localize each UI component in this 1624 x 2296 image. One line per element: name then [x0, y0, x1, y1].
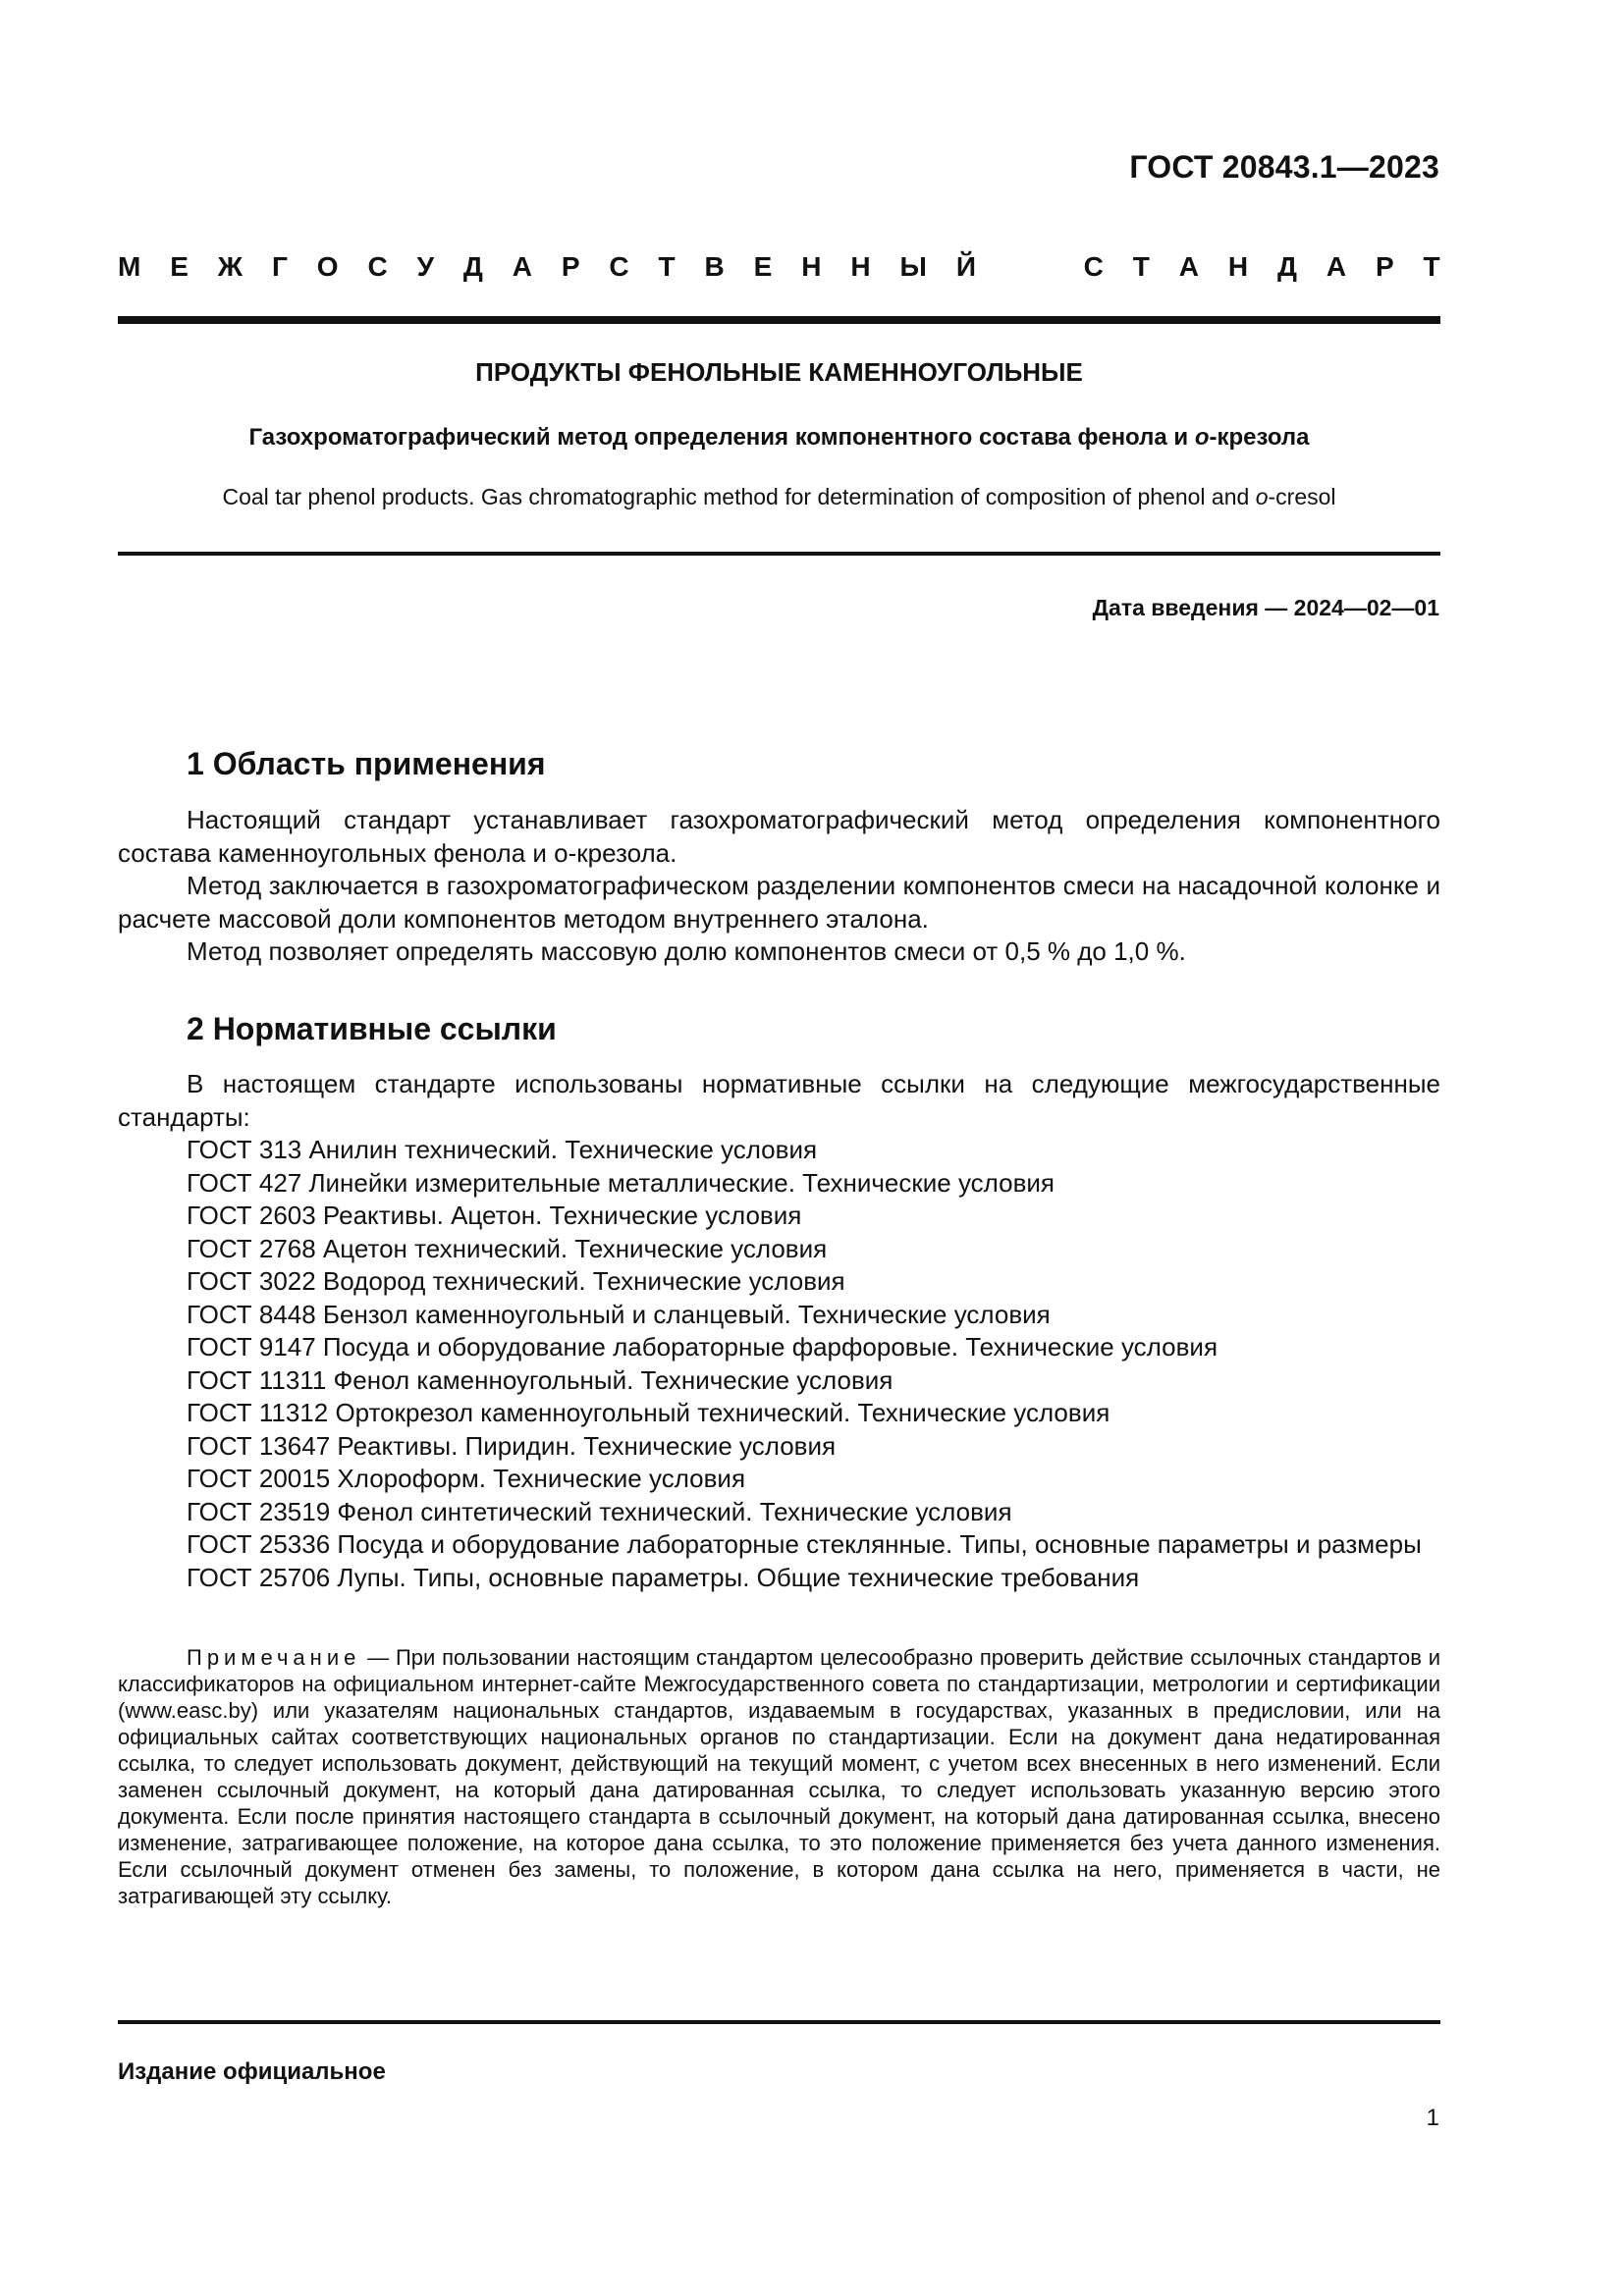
banner-letter: А — [512, 251, 532, 282]
introduction-date: Дата введения — 2024—02—01 — [1092, 595, 1439, 620]
footer-rule — [118, 2020, 1440, 2024]
page-number: 1 — [1426, 2105, 1439, 2131]
banner-letter: С — [609, 251, 629, 282]
banner-letter: Ы — [899, 251, 927, 282]
normative-references-list — [118, 1134, 1440, 1594]
banner-letter: О — [316, 251, 339, 282]
document-code: ГОСТ 20843.1—2023 — [1129, 149, 1439, 185]
reference-item: ГОСТ 427 Линейки измерительные металлические. Технические условия — [187, 1167, 1055, 1198]
title-en-italic: o — [1255, 484, 1269, 509]
banner-letter: С — [367, 251, 388, 282]
document-title-en — [118, 484, 1440, 510]
reference-item: ГОСТ 20015 Хлороформ. Технические условия — [187, 1464, 746, 1493]
banner-letter: В — [704, 251, 725, 282]
banner-letter: Р — [561, 251, 580, 282]
section-2-intro: В настоящем стандарте использованы нормативные ссылки на следующие межгосударственные стандарты: — [118, 1069, 1440, 1132]
banner-letter — [1005, 251, 1015, 283]
banner-letter: Т — [1132, 251, 1150, 282]
title-en-pre: Coal tar phenol products. Gas chromatographic method for determination of composition of phenol and — [222, 484, 1256, 509]
banner-letter: Н — [801, 251, 822, 282]
banner-letter: Е — [170, 251, 189, 282]
banner-letter: Й — [955, 251, 976, 282]
subtitle-ru-pre: Газохроматографический метод определения компонентного состава фенола и — [248, 424, 1195, 451]
banner-letter: Г — [272, 251, 288, 282]
banner-letter: Д — [1276, 251, 1297, 282]
banner-letter: Т — [658, 251, 676, 282]
section-1-paragraph-1: Настоящий стандарт устанавливает газохроматографический метод определения компонентного состава каменноугольных фенола и о-крезола. — [118, 805, 1440, 868]
header-thick-rule — [118, 316, 1440, 324]
official-edition-label: Издание официальное — [118, 2058, 386, 2085]
standard-type-banner — [118, 251, 1440, 283]
reference-item: ГОСТ 25336 Посуда и оборудование лабораторные стеклянные. Типы, основные параметры и размеры — [187, 1529, 1422, 1559]
banner-letter: Н — [850, 251, 871, 282]
reference-item: ГОСТ 13647 Реактивы. Пиридин. Технические условия — [187, 1430, 837, 1461]
banner-letter — [1045, 251, 1055, 283]
banner-letter: М — [118, 251, 141, 282]
section-2-heading: 2 Нормативные ссылки — [187, 1011, 557, 1046]
document-title-ru: ПРОДУКТЫ ФЕНОЛЬНЫЕ КАМЕННОУГОЛЬНЫЕ — [475, 357, 1083, 387]
section-1-heading: 1 Область применения — [187, 746, 546, 781]
banner-letter: Е — [753, 251, 773, 282]
reference-item: ГОСТ 2603 Реактивы. Ацетон. Технические условия — [187, 1201, 802, 1230]
banner-letter: Т — [1423, 251, 1440, 282]
reference-item: ГОСТ 23519 Фенол синтетический технический. Технические условия — [187, 1496, 1012, 1526]
banner-letter: Н — [1227, 251, 1249, 282]
reference-item: ГОСТ 11312 Ортокрезол каменноугольный технический. Технические условия — [187, 1398, 1110, 1427]
title-en-post: -cresol — [1268, 484, 1336, 509]
banner-letter: У — [416, 251, 434, 282]
subtitle-ru-post: -крезола — [1209, 424, 1310, 451]
banner-letter: Р — [1375, 251, 1394, 282]
reference-item: ГОСТ 9147 Посуда и оборудование лабораторные фарфоровые. Технические условия — [187, 1332, 1218, 1362]
banner-letter: С — [1083, 251, 1104, 282]
title-rule — [118, 552, 1440, 556]
banner-letter: А — [1326, 251, 1347, 282]
reference-item: ГОСТ 3022 Водород технический. Технические условия — [187, 1266, 845, 1296]
reference-item: ГОСТ 11311 Фенол каменноугольный. Технические условия — [187, 1364, 893, 1395]
note-text: — При пользовании настоящим стандартом целесообразно проверить действие ссылочных стандартов и классификаторов на официальном интернет-сайте Межгосударственного совета по стандартизации, метрологии и сертификации (www.easc.by) или указателям национальных стандартов, издаваемым в государствах, указанных в предисловии, или на официальных сайтах соответствующих национальных органов по стандартизации. Если на документ дана недатированная ссылка, то следует использовать документ, действующий на текущий момент, с учетом всех внесенных в него изменений. Если заменен ссылочный документ, на который дана датированная ссылка, то следует использовать указанную версию этого документа. Если после принятия настоящего стандарта в ссылочный документ, на который дана датированная ссылка, внесено изменение, затрагивающее положение, на которое дана ссылка, то это положение применяется без учета данного изменения. Если ссылочный документ отменен без замены, то положение, в котором дана ссылка на него, применяется в части, не затрагивающей эту ссылку. — [118, 1645, 1440, 1908]
section-1-paragraph-2: Метод заключается в газохроматографическом разделении компонентов смеси на насадочной колонке и расчете массовой доли компонентов методом внутреннего эталона. — [118, 871, 1440, 934]
reference-item: ГОСТ 8448 Бензол каменноугольный и сланцевый. Технические условия — [187, 1299, 1051, 1329]
banner-letter: Ж — [217, 251, 244, 282]
reference-item: ГОСТ 313 Анилин технический. Технические условия — [187, 1135, 818, 1164]
banner-letter: Д — [462, 251, 483, 282]
banner-letter: А — [1178, 251, 1199, 282]
references-note — [118, 1644, 1440, 1909]
reference-item: ГОСТ 2768 Ацетон технический. Технические условия — [187, 1233, 828, 1263]
note-label: Примечание — [187, 1645, 361, 1670]
document-subtitle-ru — [118, 424, 1440, 452]
subtitle-ru-italic: о — [1194, 424, 1210, 451]
reference-item: ГОСТ 25706 Лупы. Типы, основные параметры. Общие технические требования — [187, 1562, 1140, 1592]
section-1-paragraph-3: Метод позволяет определять массовую долю компонентов смеси от 0,5 % до 1,0 %. — [187, 936, 1186, 966]
